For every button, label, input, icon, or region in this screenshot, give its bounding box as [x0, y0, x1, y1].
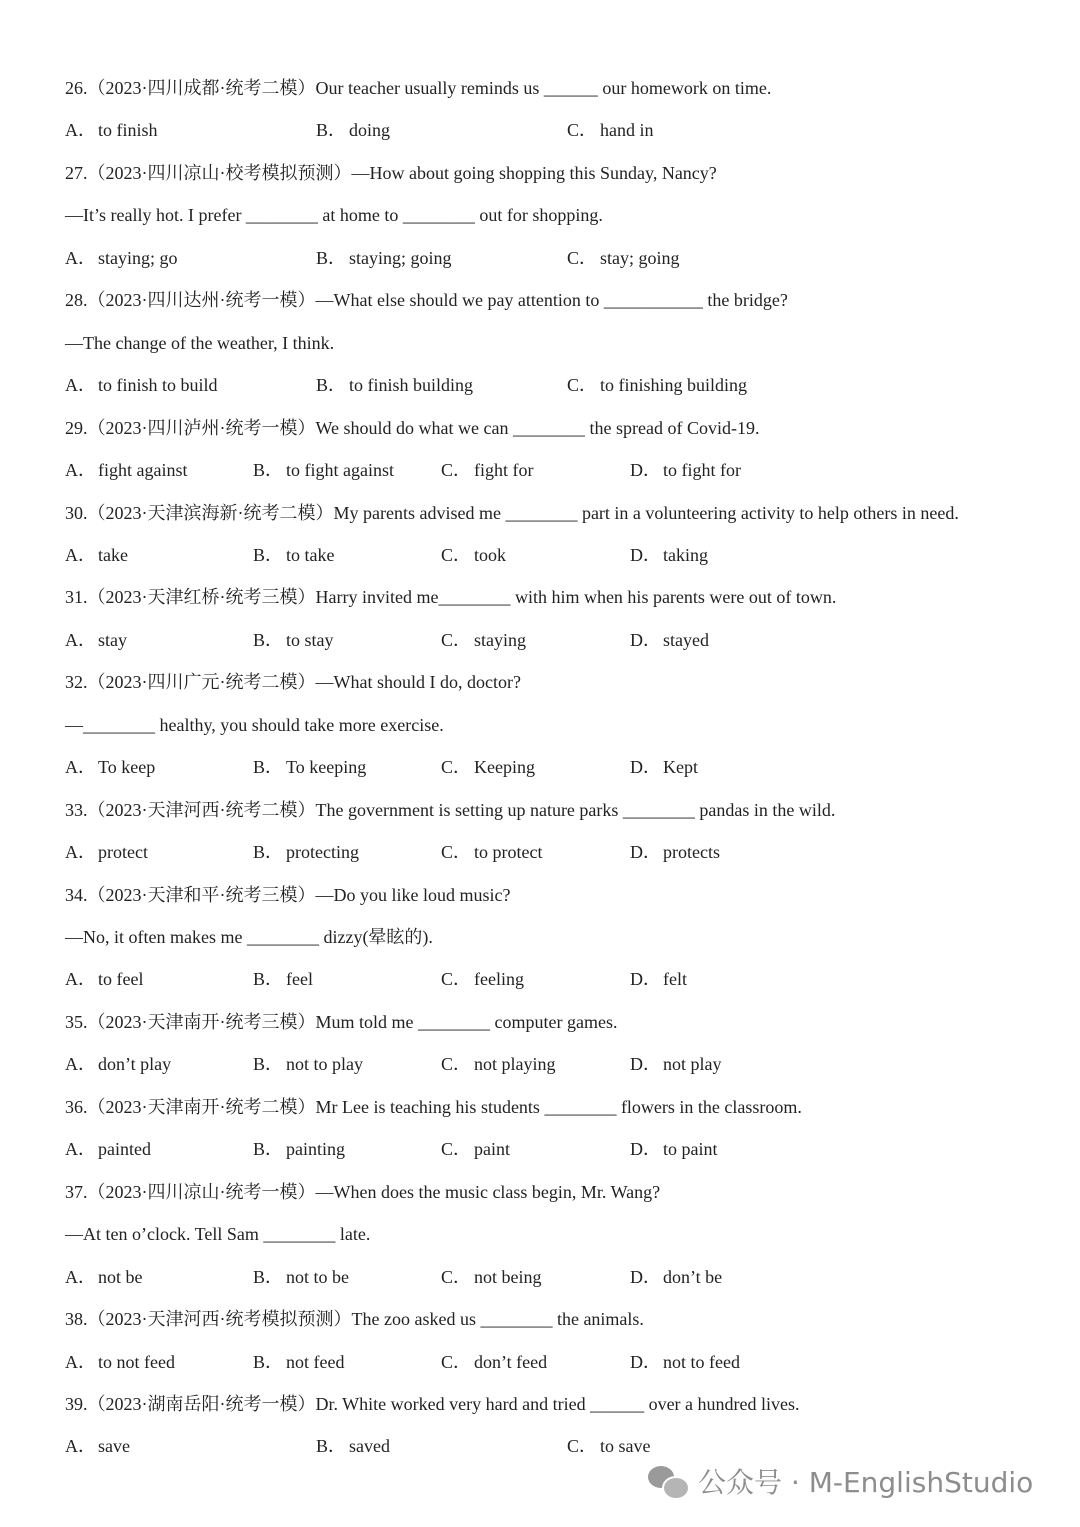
option-label: B． — [253, 544, 284, 565]
option-label: C． — [441, 544, 472, 565]
answer-option — [65, 1050, 171, 1078]
option-label: A． — [65, 544, 96, 565]
answer-option — [316, 116, 390, 144]
option-text: Kept — [663, 757, 698, 778]
question-stem: 33.（2023·天津河西·统考二模）The government is setting up nature parks ________ pandas in the wild. — [65, 799, 836, 820]
option-label: B． — [316, 375, 347, 396]
option-label: A． — [65, 1351, 96, 1372]
option-text: to take — [286, 544, 335, 565]
option-text: not to feed — [663, 1351, 740, 1372]
answer-option — [253, 1348, 344, 1376]
answer-option — [441, 1135, 510, 1163]
option-text: feeling — [474, 969, 524, 990]
option-label: A． — [65, 1139, 96, 1160]
answer-option — [65, 1135, 151, 1163]
answer-option — [253, 626, 334, 654]
options-row — [65, 541, 1040, 569]
option-text: Keeping — [474, 757, 535, 778]
options-row — [65, 626, 1040, 654]
option-text: saved — [349, 1436, 390, 1457]
answer-option — [253, 753, 366, 781]
option-text: To keep — [98, 757, 156, 778]
option-label: B． — [253, 757, 284, 778]
answer-option — [65, 244, 178, 272]
option-label: A． — [65, 757, 96, 778]
answer-option — [253, 541, 334, 569]
option-text: to finishing building — [600, 375, 748, 396]
options-row — [65, 965, 1040, 993]
answer-option — [253, 1135, 345, 1163]
option-text: taking — [663, 544, 708, 565]
options-row — [65, 371, 1040, 399]
option-text: to fight against — [286, 460, 394, 481]
wechat-icon — [648, 1466, 688, 1500]
question-stem: 30.（2023·天津滨海新·统考二模）My parents advised me ________ part in a volunteering activity to help others in need. — [65, 502, 959, 523]
option-text: not to play — [286, 1054, 363, 1075]
option-label: C． — [567, 375, 598, 396]
question-dialogue-line: —It’s really hot. I prefer ________ at home to ________ out for shopping. — [65, 205, 603, 226]
watermark-text: 公众号 · M-EnglishStudio — [698, 1466, 1034, 1499]
option-text: painted — [98, 1139, 151, 1160]
option-label: A． — [65, 1266, 96, 1287]
options-row — [65, 1263, 1040, 1291]
option-label: A． — [65, 1436, 96, 1457]
option-label: B． — [253, 842, 284, 863]
watermark — [648, 1463, 1068, 1503]
question-stem: 37.（2023·四川凉山·统考一模）—When does the music class begin, Mr. Wang? — [65, 1181, 661, 1202]
option-text: to save — [600, 1436, 651, 1457]
option-text: feel — [286, 969, 313, 990]
option-label: A． — [65, 460, 96, 481]
option-text: not play — [663, 1054, 722, 1075]
option-label: C． — [567, 1436, 598, 1457]
option-label: C． — [441, 1139, 472, 1160]
answer-option — [65, 541, 128, 569]
option-text: don’t be — [663, 1266, 723, 1287]
option-text: to stay — [286, 629, 334, 650]
option-text: not playing — [474, 1054, 556, 1075]
option-label: B． — [253, 629, 284, 650]
option-text: doing — [349, 120, 391, 141]
answer-option — [630, 753, 698, 781]
question-dialogue-line: —________ healthy, you should take more exercise. — [65, 714, 444, 735]
answer-option — [253, 456, 394, 484]
option-text: to not feed — [98, 1351, 175, 1372]
option-label: B． — [253, 1139, 284, 1160]
option-label: D． — [630, 1139, 661, 1160]
option-label: A． — [65, 120, 96, 141]
option-label: A． — [65, 969, 96, 990]
option-label: C． — [441, 1266, 472, 1287]
answer-option — [253, 838, 359, 866]
option-label: B． — [253, 460, 284, 481]
option-label: C． — [567, 247, 598, 268]
option-label: B． — [316, 1436, 347, 1457]
option-label: B． — [253, 969, 284, 990]
answer-option — [253, 1263, 349, 1291]
answer-option — [253, 1050, 363, 1078]
option-text: stay; going — [600, 247, 680, 268]
answer-option — [630, 965, 687, 993]
option-text: paint — [474, 1139, 510, 1160]
option-label: C． — [441, 1054, 472, 1075]
answer-option — [441, 456, 533, 484]
answer-option — [65, 116, 158, 144]
option-text: to protect — [474, 842, 543, 863]
option-text: to fight for — [663, 460, 741, 481]
option-label: D． — [630, 544, 661, 565]
option-text: painting — [286, 1139, 345, 1160]
answer-option — [630, 1348, 740, 1376]
option-text: staying; go — [98, 247, 178, 268]
option-text: don’t feed — [474, 1351, 548, 1372]
option-text: to paint — [663, 1139, 718, 1160]
question-stem: 26.（2023·四川成都·统考二模）Our teacher usually reminds us ______ our homework on time. — [65, 78, 772, 98]
option-text: save — [98, 1436, 130, 1457]
option-text: not be — [98, 1266, 143, 1287]
option-label: D． — [630, 842, 661, 863]
question-stem: 38.（2023·天津河西·统考模拟预测）The zoo asked us ________ the animals. — [65, 1309, 644, 1330]
answer-option — [630, 456, 741, 484]
options-row — [65, 244, 1040, 272]
answer-option — [65, 371, 218, 399]
option-label: D． — [630, 629, 661, 650]
options-row — [65, 1050, 1040, 1078]
option-label: D． — [630, 1054, 661, 1075]
answer-option — [567, 371, 747, 399]
option-text: To keeping — [286, 757, 367, 778]
answer-option — [567, 244, 680, 272]
options-row — [65, 456, 1040, 484]
question-stem: 39.（2023·湖南岳阳·统考一模）Dr. White worked very hard and tried ______ over a hundred lives. — [65, 1393, 800, 1414]
answer-option — [441, 626, 526, 654]
option-label: D． — [630, 1266, 661, 1287]
answer-option — [441, 541, 506, 569]
answer-option — [65, 1432, 130, 1460]
option-label: C． — [441, 629, 472, 650]
option-text: to finish building — [349, 375, 474, 396]
option-label: B． — [253, 1054, 284, 1075]
option-label: A． — [65, 375, 96, 396]
options-row — [65, 116, 1040, 144]
options-row — [65, 1135, 1040, 1163]
answer-option — [253, 965, 313, 993]
option-text: to finish — [98, 120, 158, 141]
option-label: B． — [253, 1351, 284, 1372]
answer-option — [441, 1263, 542, 1291]
answer-option — [441, 753, 535, 781]
question-stem: 35.（2023·天津南开·统考三模）Mum told me ________ computer games. — [65, 1011, 618, 1032]
option-text: staying; going — [349, 247, 452, 268]
answer-option — [630, 541, 708, 569]
answer-option — [316, 244, 452, 272]
question-stem: 32.（2023·四川广元·统考二模）—What should I do, doctor? — [65, 672, 521, 693]
option-label: C． — [567, 120, 598, 141]
question-stem: 29.（2023·四川泸州·统考一模）We should do what we can ________ the spread of Covid-19. — [65, 417, 760, 438]
option-text: protecting — [286, 842, 359, 863]
answer-option — [630, 1263, 722, 1291]
answer-option — [65, 626, 127, 654]
answer-option — [65, 1263, 143, 1291]
option-label: B． — [253, 1266, 284, 1287]
options-row — [65, 1432, 1040, 1460]
option-label: D． — [630, 460, 661, 481]
answer-option — [441, 1348, 547, 1376]
question-dialogue-line: —No, it often makes me ________ dizzy(晕眩的). — [65, 927, 433, 947]
option-text: protects — [663, 842, 720, 863]
option-text: to finish to build — [98, 375, 218, 396]
option-text: fight for — [474, 460, 534, 481]
answer-option — [65, 753, 155, 781]
option-label: A． — [65, 842, 96, 863]
answer-option — [441, 1050, 556, 1078]
answer-option — [567, 1432, 650, 1460]
question-stem: 36.（2023·天津南开·统考二模）Mr Lee is teaching his students ________ flowers in the classroom. — [65, 1096, 802, 1117]
question-dialogue-line: —At ten o’clock. Tell Sam ________ late. — [65, 1224, 371, 1245]
answer-option — [65, 838, 148, 866]
option-text: felt — [663, 969, 687, 990]
option-label: A． — [65, 629, 96, 650]
answer-option — [441, 965, 524, 993]
answer-option — [630, 1050, 722, 1078]
answer-option — [65, 1348, 175, 1376]
option-text: not feed — [286, 1351, 345, 1372]
option-label: D． — [630, 1351, 661, 1372]
option-text: fight against — [98, 460, 188, 481]
option-text: took — [474, 544, 507, 565]
option-text: hand in — [600, 120, 654, 141]
option-label: C． — [441, 757, 472, 778]
option-text: to feel — [98, 969, 144, 990]
question-stem: 27.（2023·四川凉山·校考模拟预测）—How about going shopping this Sunday, Nancy? — [65, 162, 717, 183]
option-text: not to be — [286, 1266, 349, 1287]
option-text: stay — [98, 629, 127, 650]
option-text: don’t play — [98, 1054, 172, 1075]
answer-option — [316, 371, 473, 399]
answer-option — [630, 626, 709, 654]
option-text: not being — [474, 1266, 542, 1287]
option-label: A． — [65, 1054, 96, 1075]
option-label: A． — [65, 247, 96, 268]
option-label: D． — [630, 757, 661, 778]
answer-option — [567, 116, 654, 144]
option-text: protect — [98, 842, 148, 863]
option-text: stayed — [663, 629, 709, 650]
option-text: staying — [474, 629, 526, 650]
option-label: B． — [316, 120, 347, 141]
option-label: B． — [316, 247, 347, 268]
answer-option — [630, 1135, 718, 1163]
answer-option — [630, 838, 720, 866]
answer-option — [65, 456, 187, 484]
options-row — [65, 838, 1040, 866]
options-row — [65, 1348, 1040, 1376]
option-label: C． — [441, 1351, 472, 1372]
answer-option — [65, 965, 143, 993]
option-label: C． — [441, 842, 472, 863]
option-label: D． — [630, 969, 661, 990]
question-stem: 34.（2023·天津和平·统考三模）—Do you like loud music? — [65, 884, 511, 905]
question-stem: 31.（2023·天津红桥·统考三模）Harry invited me________ with him when his parents were out of town. — [65, 587, 837, 608]
option-label: C． — [441, 460, 472, 481]
answer-option — [316, 1432, 390, 1460]
option-text: take — [98, 544, 128, 565]
question-stem: 28.（2023·四川达州·统考一模）—What else should we pay attention to ___________ the bridge? — [65, 290, 788, 311]
options-row — [65, 753, 1040, 781]
option-label: C． — [441, 969, 472, 990]
answer-option — [441, 838, 542, 866]
question-dialogue-line: —The change of the weather, I think. — [65, 332, 335, 353]
